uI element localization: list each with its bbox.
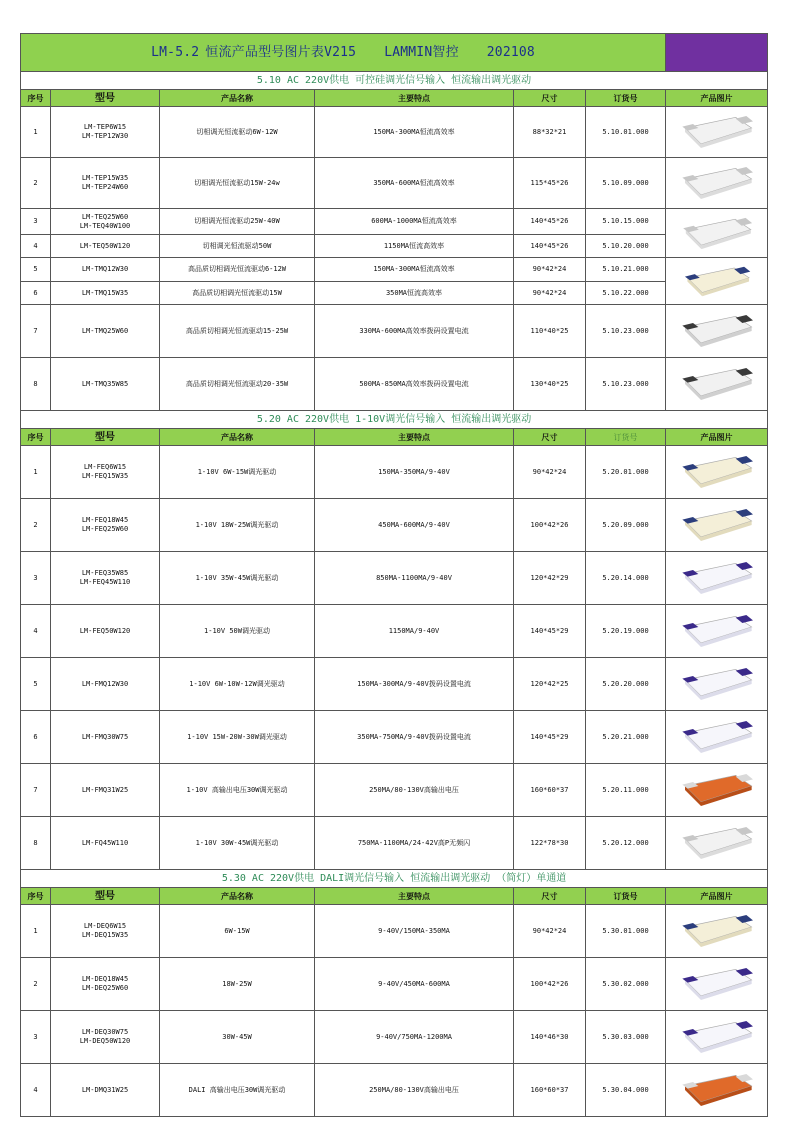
table-row xyxy=(21,905,768,958)
table-row xyxy=(21,305,768,358)
product-image-cell xyxy=(666,958,768,1011)
model-cell xyxy=(51,958,160,1011)
table-row xyxy=(21,358,768,411)
product-name: 1-10V 6W-15W调光驱动 xyxy=(160,446,315,499)
row-number: 6 xyxy=(21,282,51,305)
row-number: 6 xyxy=(21,711,51,764)
table-row xyxy=(21,107,768,158)
section-title: 5.30 AC 220V供电 DALI调光信号输入 恒流输出调光驱动 （简灯）单通道 xyxy=(21,870,768,888)
product-feature: 600MA-1000MA恒流高效率 xyxy=(315,209,514,235)
row-number: 8 xyxy=(21,817,51,870)
model-code: LM-TEQ40W100 xyxy=(79,221,131,230)
row-number: 1 xyxy=(21,107,51,158)
row-number: 2 xyxy=(21,158,51,209)
orange-driver-image xyxy=(677,770,757,810)
column-header: 型号 xyxy=(51,888,160,905)
column-header: 产品图片 xyxy=(666,429,768,446)
product-feature: 750MA-1100MA/24-42V高P无频闪 xyxy=(315,817,514,870)
order-number: 5.20.21.000 xyxy=(586,711,666,764)
product-name: 1-10V 6W-10W-12W调光驱动 xyxy=(160,658,315,711)
order-number: 5.10.22.000 xyxy=(586,282,666,305)
model-code: LM-FEQ6W15 xyxy=(83,463,127,471)
order-number: 5.10.20.000 xyxy=(586,235,666,258)
product-image-cell xyxy=(666,1011,768,1064)
cream-driver-image xyxy=(677,505,757,545)
white-driver-image xyxy=(678,214,756,253)
row-number: 4 xyxy=(21,1064,51,1117)
table-row xyxy=(21,958,768,1011)
column-header: 产品名称 xyxy=(160,429,315,446)
product-image-cell xyxy=(666,658,768,711)
column-header: 主要特点 xyxy=(315,429,514,446)
model-cell xyxy=(51,107,160,158)
order-number: 5.20.09.000 xyxy=(586,499,666,552)
model-cell xyxy=(51,605,160,658)
product-feature: 1150MA恒流高效率 xyxy=(315,235,514,258)
white-long-driver-image xyxy=(677,964,757,1004)
title-code: LM-5.2 xyxy=(151,45,200,60)
product-name: 18W-25W xyxy=(160,958,315,1011)
product-image-cell xyxy=(666,552,768,605)
model-code: LM-TMQ12W30 xyxy=(81,265,129,273)
order-number: 5.20.01.000 xyxy=(586,446,666,499)
product-feature: 9-40V/150MA-350MA xyxy=(315,905,514,958)
product-image-cell xyxy=(666,905,768,958)
product-name: 30W-45W xyxy=(160,1011,315,1064)
model-code: LM-DEQ15W35 xyxy=(81,931,129,939)
row-number: 1 xyxy=(21,446,51,499)
model-cell xyxy=(51,358,160,411)
title-color-block xyxy=(666,34,768,72)
product-image-cell xyxy=(666,158,768,209)
product-feature: 150MA-300MA/9-40V拨码设置电流 xyxy=(315,658,514,711)
white-long-driver-image xyxy=(677,558,757,598)
model-cell xyxy=(51,711,160,764)
column-header: 主要特点 xyxy=(315,90,514,107)
cream-driver-image xyxy=(677,911,757,951)
table-row xyxy=(21,282,768,305)
page-title xyxy=(21,34,666,72)
cream-driver-image xyxy=(677,452,757,492)
order-number: 5.10.21.000 xyxy=(586,258,666,282)
model-code: LM-FEQ15W35 xyxy=(81,472,129,480)
model-code: LM-FMQ31W25 xyxy=(81,785,129,794)
product-feature: 9-40V/450MA-600MA xyxy=(315,958,514,1011)
title-name: 恒流产品型号图片表V215 xyxy=(205,45,357,60)
column-header: 型号 xyxy=(51,429,160,446)
product-sheet xyxy=(20,33,767,1117)
column-header: 尺寸 xyxy=(514,90,586,107)
title-brand: LAMMIN智控 xyxy=(384,45,459,60)
column-header: 型号 xyxy=(51,90,160,107)
product-size: 90*42*24 xyxy=(514,446,586,499)
white-long-driver-image xyxy=(677,717,757,757)
model-code: LM-TMQ15W35 xyxy=(81,288,129,297)
product-image-cell xyxy=(666,107,768,158)
model-cell xyxy=(51,552,160,605)
section-title-row xyxy=(21,870,768,888)
table-row xyxy=(21,605,768,658)
row-number: 8 xyxy=(21,358,51,411)
model-cell xyxy=(51,1064,160,1117)
row-number: 4 xyxy=(21,235,51,258)
product-image-cell xyxy=(666,817,768,870)
order-number: 5.20.20.000 xyxy=(586,658,666,711)
model-code: LM-DEQ18W45 xyxy=(81,975,129,983)
order-number: 5.20.14.000 xyxy=(586,552,666,605)
header-row xyxy=(21,888,768,905)
product-name: 高品质切相调光恒流驱动6-12W xyxy=(160,258,315,282)
product-size: 115*45*26 xyxy=(514,158,586,209)
product-image-cell xyxy=(666,258,768,305)
column-header: 序号 xyxy=(21,90,51,107)
table-row xyxy=(21,658,768,711)
model-code: LM-FEQ35W85 xyxy=(81,569,129,577)
model-code: LM-FEQ45W110 xyxy=(79,578,131,586)
product-size: 110*40*25 xyxy=(514,305,586,358)
column-header: 订货号 xyxy=(586,888,666,905)
column-header: 尺寸 xyxy=(514,888,586,905)
row-number: 5 xyxy=(21,258,51,282)
product-feature: 250MA/80-130V高输出电压 xyxy=(315,1064,514,1117)
product-image-cell xyxy=(666,305,768,358)
row-number: 3 xyxy=(21,1011,51,1064)
model-code: LM-DEQ6W15 xyxy=(83,922,127,930)
column-header: 产品图片 xyxy=(666,888,768,905)
product-name: 1-10V 18W-25W调光驱动 xyxy=(160,499,315,552)
product-size: 90*42*24 xyxy=(514,282,586,305)
model-code: LM-TMQ35W85 xyxy=(81,379,129,388)
column-header: 产品名称 xyxy=(160,888,315,905)
white-driver-image xyxy=(677,112,757,152)
model-cell xyxy=(51,258,160,282)
product-name: 高品质切相调光恒流驱动15-25W xyxy=(160,305,315,358)
table-row xyxy=(21,158,768,209)
product-size: 100*42*26 xyxy=(514,958,586,1011)
product-size: 140*45*26 xyxy=(514,209,586,235)
row-number: 3 xyxy=(21,209,51,235)
model-cell xyxy=(51,499,160,552)
table-row xyxy=(21,235,768,258)
white-driver-image xyxy=(677,163,757,203)
product-name: 切相调光恒流驱动15W-24w xyxy=(160,158,315,209)
column-header: 主要特点 xyxy=(315,888,514,905)
column-header: 序号 xyxy=(21,429,51,446)
table-row xyxy=(21,552,768,605)
product-name: 6W-15W xyxy=(160,905,315,958)
table-row xyxy=(21,258,768,282)
product-feature: 850MA-1100MA/9-40V xyxy=(315,552,514,605)
model-cell xyxy=(51,1011,160,1064)
product-image-cell xyxy=(666,499,768,552)
product-name: 高品质切相调光恒流驱动20-35W xyxy=(160,358,315,411)
product-name: 1-10V 高输出电压30W调光驱动 xyxy=(160,764,315,817)
product-name: 1-10V 50W调光驱动 xyxy=(160,605,315,658)
product-name: 切相调光恒流驱动25W-40W xyxy=(160,209,315,235)
product-feature: 250MA/80-130V高输出电压 xyxy=(315,764,514,817)
product-feature: 350MA恒流高效率 xyxy=(315,282,514,305)
product-feature: 450MA-600MA/9-40V xyxy=(315,499,514,552)
product-size: 88*32*21 xyxy=(514,107,586,158)
model-code: LM-TEP12W30 xyxy=(81,132,129,140)
model-code: LM-TEQ50W120 xyxy=(79,241,131,250)
product-size: 130*40*25 xyxy=(514,358,586,411)
column-header: 产品图片 xyxy=(666,90,768,107)
model-code: LM-DEQ30W75 xyxy=(81,1028,129,1036)
section-title: 5.10 AC 220V供电 可控硅调光信号输入 恒流输出调光驱动 xyxy=(21,72,768,90)
product-name: 高品质切相调光恒流驱动15W xyxy=(160,282,315,305)
section-title: 5.20 AC 220V供电 1-10V调光信号输入 恒流输出调光驱动 xyxy=(21,411,768,429)
model-code: LM-TEP24W60 xyxy=(81,183,129,191)
order-number: 5.30.03.000 xyxy=(586,1011,666,1064)
model-cell xyxy=(51,209,160,235)
table-row xyxy=(21,1011,768,1064)
product-size: 120*42*29 xyxy=(514,552,586,605)
product-size: 122*78*30 xyxy=(514,817,586,870)
column-header: 订货号 xyxy=(586,90,666,107)
model-cell xyxy=(51,905,160,958)
product-size: 140*45*26 xyxy=(514,235,586,258)
column-header: 尺寸 xyxy=(514,429,586,446)
product-image-cell xyxy=(666,209,768,258)
model-code: LM-DMQ31W25 xyxy=(81,1085,129,1094)
product-feature: 500MA-850MA高效率拨码设置电流 xyxy=(315,358,514,411)
product-size: 140*45*29 xyxy=(514,605,586,658)
model-code: LM-DEQ50W120 xyxy=(79,1037,131,1045)
order-number: 5.20.12.000 xyxy=(586,817,666,870)
white-long-driver-image xyxy=(677,611,757,651)
model-code: LM-FEQ18W45 xyxy=(81,516,129,524)
product-size: 160*60*37 xyxy=(514,1064,586,1117)
white-driver-image xyxy=(677,823,757,863)
model-code: LM-TEP6W15 xyxy=(83,123,127,131)
table-row xyxy=(21,764,768,817)
model-cell xyxy=(51,235,160,258)
product-feature: 1150MA/9-40V xyxy=(315,605,514,658)
product-feature: 350MA-750MA/9-40V拨码设置电流 xyxy=(315,711,514,764)
product-name: 切相调光恒流驱动50W xyxy=(160,235,315,258)
section-title-row xyxy=(21,411,768,429)
model-code: LM-FMQ30W75 xyxy=(81,732,129,741)
model-code: LM-DEQ25W60 xyxy=(81,984,129,992)
product-size: 140*46*30 xyxy=(514,1011,586,1064)
model-code: LM-FEQ50W120 xyxy=(79,626,131,635)
table-row xyxy=(21,711,768,764)
model-code: LM-FMQ12W30 xyxy=(81,679,129,688)
row-number: 1 xyxy=(21,905,51,958)
title-row xyxy=(21,34,768,72)
model-code: LM-TMQ25W60 xyxy=(81,326,129,335)
cream-driver-image xyxy=(680,263,754,300)
header-row xyxy=(21,90,768,107)
grey-driver-image xyxy=(677,311,757,351)
order-number: 5.30.02.000 xyxy=(586,958,666,1011)
product-size: 100*42*26 xyxy=(514,499,586,552)
model-cell xyxy=(51,158,160,209)
order-number: 5.30.01.000 xyxy=(586,905,666,958)
table-row xyxy=(21,817,768,870)
product-feature: 350MA-600MA恒流高效率 xyxy=(315,158,514,209)
white-long-driver-image xyxy=(677,1017,757,1057)
product-feature: 330MA-600MA高效率拨码设置电流 xyxy=(315,305,514,358)
order-number: 5.10.15.000 xyxy=(586,209,666,235)
row-number: 5 xyxy=(21,658,51,711)
order-number: 5.10.09.000 xyxy=(586,158,666,209)
model-cell xyxy=(51,305,160,358)
model-cell xyxy=(51,446,160,499)
model-cell xyxy=(51,817,160,870)
row-number: 3 xyxy=(21,552,51,605)
product-feature: 150MA-300MA恒流高效率 xyxy=(315,258,514,282)
product-size: 90*42*24 xyxy=(514,258,586,282)
product-name: DALI 高输出电压30W调光驱动 xyxy=(160,1064,315,1117)
model-cell xyxy=(51,658,160,711)
product-size: 160*60*37 xyxy=(514,764,586,817)
product-name: 切相调光恒流驱动6W-12W xyxy=(160,107,315,158)
column-header: 序号 xyxy=(21,888,51,905)
product-image-cell xyxy=(666,764,768,817)
product-size: 120*42*25 xyxy=(514,658,586,711)
product-image-cell xyxy=(666,446,768,499)
product-feature: 150MA-300MA恒流高效率 xyxy=(315,107,514,158)
row-number: 2 xyxy=(21,499,51,552)
title-date: 202108 xyxy=(486,45,535,60)
model-code: LM-FEQ25W60 xyxy=(81,525,129,533)
row-number: 4 xyxy=(21,605,51,658)
table-row xyxy=(21,446,768,499)
product-name: 1-10V 35W-45W调光驱动 xyxy=(160,552,315,605)
product-feature: 150MA-350MA/9-40V xyxy=(315,446,514,499)
model-cell xyxy=(51,764,160,817)
order-number: 5.30.04.000 xyxy=(586,1064,666,1117)
header-row xyxy=(21,429,768,446)
product-image-cell xyxy=(666,605,768,658)
row-number: 2 xyxy=(21,958,51,1011)
product-size: 90*42*24 xyxy=(514,905,586,958)
product-name: 1-10V 30W-45W调光驱动 xyxy=(160,817,315,870)
order-number: 5.20.19.000 xyxy=(586,605,666,658)
row-number: 7 xyxy=(21,305,51,358)
product-name: 1-10V 15W-20W-30W调光驱动 xyxy=(160,711,315,764)
order-number: 5.10.01.000 xyxy=(586,107,666,158)
orange-driver-image xyxy=(677,1070,757,1110)
product-image-cell xyxy=(666,1064,768,1117)
column-header: 产品名称 xyxy=(160,90,315,107)
product-size: 140*45*29 xyxy=(514,711,586,764)
section-title-row xyxy=(21,72,768,90)
model-code: LM-TEP15W35 xyxy=(81,174,129,182)
table-row xyxy=(21,499,768,552)
product-feature: 9-40V/750MA-1200MA xyxy=(315,1011,514,1064)
white-long-driver-image xyxy=(677,664,757,704)
column-header: 订货号 xyxy=(586,429,666,446)
model-code: LM-FQ45W110 xyxy=(81,838,129,847)
table-row xyxy=(21,209,768,235)
product-image-cell xyxy=(666,358,768,411)
order-number: 5.10.23.000 xyxy=(586,305,666,358)
grey-driver-image xyxy=(677,364,757,404)
order-number: 5.20.11.000 xyxy=(586,764,666,817)
model-cell xyxy=(51,282,160,305)
row-number: 7 xyxy=(21,764,51,817)
table-row xyxy=(21,1064,768,1117)
order-number: 5.10.23.000 xyxy=(586,358,666,411)
product-image-cell xyxy=(666,711,768,764)
model-code: LM-TEQ25W60 xyxy=(81,212,129,221)
